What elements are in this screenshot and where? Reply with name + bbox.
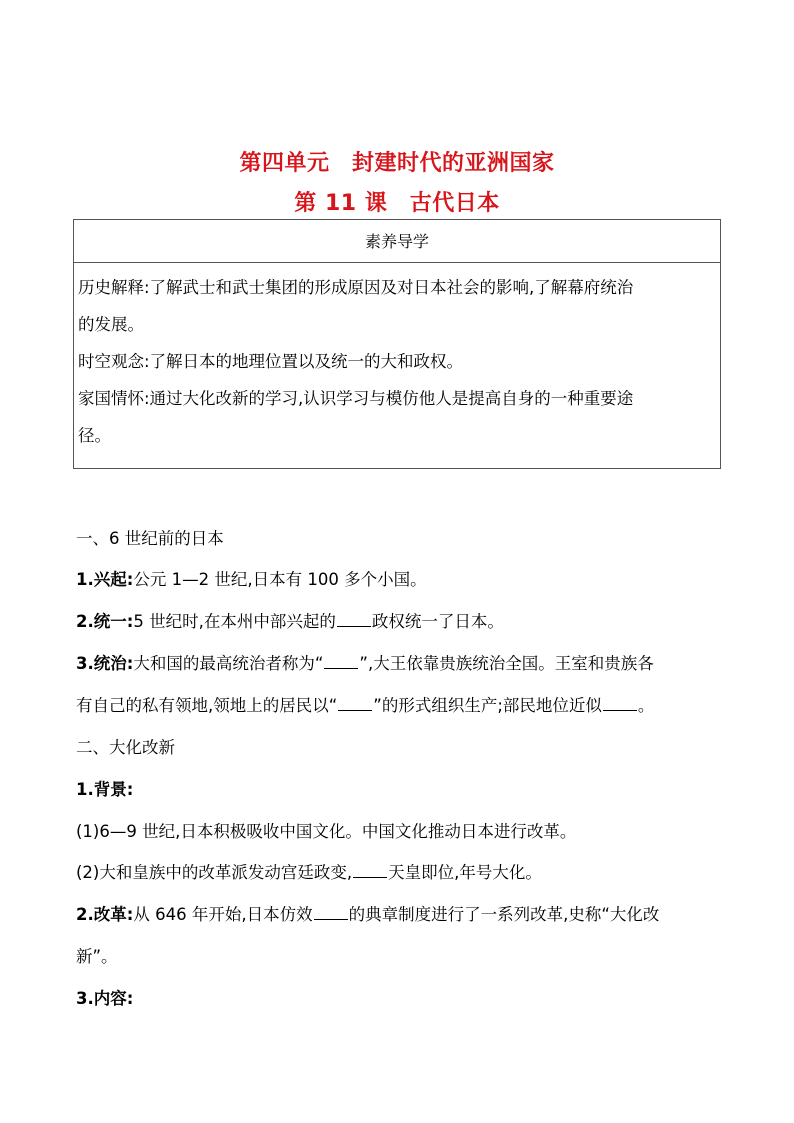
fill-blank (353, 863, 387, 878)
rule-line-2 (76, 692, 654, 716)
unify-label: 2.统一: (76, 612, 134, 631)
lesson-title: 第 11 课 古代日本 (294, 191, 500, 216)
background-item-1: (1)6—9 世纪,日本积极吸收中国文化。中国文化推动日本进行改革。 (76, 822, 577, 841)
fill-blank (603, 696, 637, 711)
reform-line-2: 新”。 (76, 947, 118, 966)
bg2-text-b: 天皇即位,年号大化。 (388, 863, 542, 882)
unify-text-b: 政权统一了日本。 (371, 612, 504, 631)
rule-line (76, 650, 654, 674)
unify-line (76, 608, 504, 632)
box-line: 家国情怀:通过大化改新的学习,认识学习与模仿他人是提高自身的一种重要途 (78, 389, 634, 408)
background-label: 1.背景: (76, 780, 134, 799)
content-line (76, 985, 133, 1009)
box-line: 的发展。 (78, 315, 144, 334)
bg2-text-a: (2)大和皇族中的改革派发动宫廷政变, (76, 863, 353, 882)
box-line: 历史解释:了解武士和武士集团的形成原因及对日本社会的影响,了解幕府统治 (78, 278, 634, 297)
unify-text-a: 5 世纪时,在本州中部兴起的 (133, 612, 336, 631)
rise-line (76, 566, 427, 590)
rule2-text-a: 有自己的私有领地,领地上的居民以“ (76, 696, 338, 715)
rule-text-b: ”,大王依靠贵族统治全国。王室和贵族各 (359, 654, 654, 673)
reform-text-a: 从 646 年开始,日本仿效 (133, 905, 313, 924)
rule2-text-b: ”的形式组织生产;部民地位近似 (373, 696, 602, 715)
literacy-guide-box (73, 219, 721, 469)
fill-blank (338, 696, 372, 711)
reform-label: 2.改革: (76, 905, 134, 924)
fill-blank (324, 654, 358, 669)
section1-heading: 一、6 世纪前的日本 (76, 529, 224, 548)
box-line: 时空观念:了解日本的地理位置以及统一的大和政权。 (78, 352, 464, 371)
rule-text-a: 大和国的最高统治者称为“ (133, 654, 324, 673)
background-item-2 (76, 859, 542, 883)
section2-heading: 二、大化改新 (76, 738, 175, 757)
unit-title: 第四单元 封建时代的亚洲国家 (239, 151, 555, 176)
reform-line (76, 901, 659, 925)
background-line (76, 776, 133, 800)
rise-label: 1.兴起: (76, 570, 134, 589)
rule2-text-c: 。 (637, 696, 655, 715)
rise-text: 公元 1—2 世纪,日本有 100 多个小国。 (133, 570, 427, 589)
fill-blank (337, 612, 371, 627)
box-heading: 素养导学 (74, 220, 720, 263)
rule-label: 3.统治: (76, 654, 134, 673)
reform-text-b: 的典章制度进行了一系列改革,史称“大化改 (348, 905, 660, 924)
fill-blank (314, 905, 348, 920)
box-line: 径。 (78, 426, 111, 445)
content-label: 3.内容: (76, 989, 134, 1008)
